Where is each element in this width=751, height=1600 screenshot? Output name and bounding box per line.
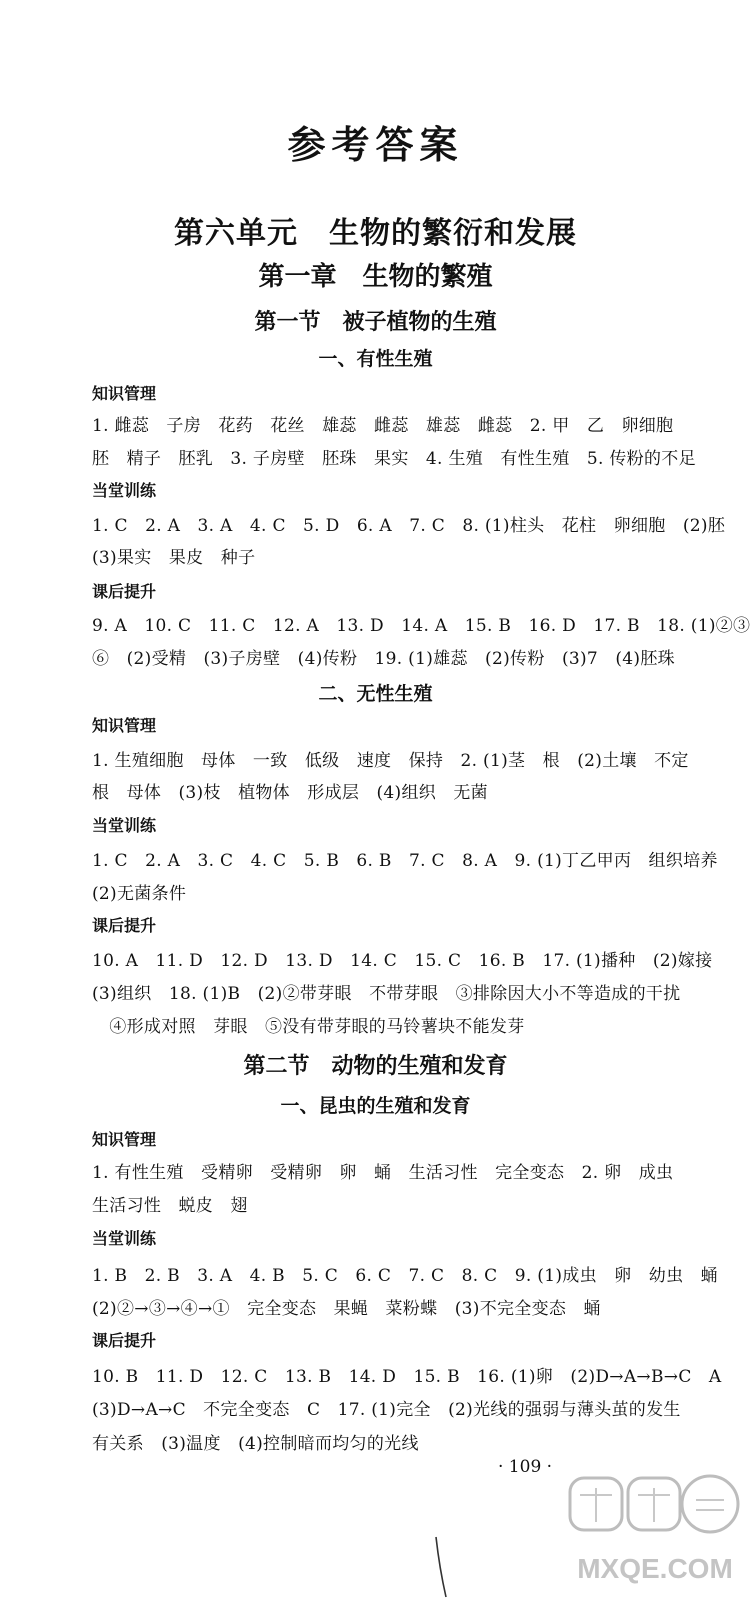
subsection-title: 一、昆虫的生殖和发育 [280, 1095, 471, 1117]
answer-line: 1. 有性生殖 受精卵 受精卵 卵 蛹 生活习性 完全变态 2. 卵 成虫 [92, 1163, 674, 1183]
answer-line: (2)②→③→④→① 完全变态 果蝇 菜粉蝶 (3)不完全变态 蛹 [92, 1299, 601, 1319]
answer-line: 1. B 2. B 3. A 4. B 5. C 6. C 7. C 8. C 9. (1)成虫 卵 幼虫 蛹 [92, 1266, 718, 1286]
answer-line: ⑥ (2)受精 (3)子房壁 (4)传粉 19. (1)雄蕊 (2)传粉 (3)7 (4)胚珠 [92, 649, 675, 669]
answer-line: (3)组织 18. (1)B (2)②带芽眼 不带芽眼 ③排除因大小不等造成的干扰 [92, 984, 681, 1004]
subsection-title: 一、有性生殖 [318, 348, 433, 370]
block-label: 当堂训练 [92, 1229, 157, 1248]
answer-line: ④形成对照 芽眼 ⑤没有带芽眼的马铃薯块不能发芽 [92, 1017, 525, 1037]
block-label: 当堂训练 [92, 481, 157, 500]
answer-line: 9. A 10. C 11. C 12. A 13. D 14. A 15. B 16. D 17. B 18. (1)②③ [92, 616, 751, 636]
answer-line: 胚 精子 胚乳 3. 子房壁 胚珠 果实 4. 生殖 有性生殖 5. 传粉的不足 [92, 449, 696, 469]
block-label: 知识管理 [92, 1130, 157, 1149]
answer-line: 1. 生殖细胞 母体 一致 低级 速度 保持 2. (1)茎 根 (2)土壤 不定 [92, 751, 689, 771]
answer-line: 生活习性 蜕皮 翅 [92, 1196, 248, 1216]
answer-line: 10. B 11. D 12. C 13. B 14. D 15. B 16. (1)卵 (2)D→A→B→C A [92, 1367, 722, 1387]
answer-line: 1. C 2. A 3. A 4. C 5. D 6. A 7. C 8. (1)柱头 花柱 卵细胞 (2)胚 [92, 516, 726, 536]
subsection-title: 二、无性生殖 [318, 683, 433, 705]
block-label: 当堂训练 [92, 816, 157, 835]
page-title: 参考答案 [287, 123, 464, 167]
answer-line: 1. C 2. A 3. C 4. C 5. B 6. B 7. C 8. A 9. (1)丁乙甲丙 组织培养 [92, 851, 718, 871]
pen-stroke-mark [432, 1535, 452, 1600]
block-label: 知识管理 [92, 716, 157, 735]
watermark-logo [560, 1460, 750, 1600]
watermark-url: MXQE.COM [577, 1553, 733, 1584]
chapter-title: 第一章 生物的繁殖 [258, 262, 493, 292]
answer-line: 10. A 11. D 12. D 13. D 14. C 15. C 16. B 17. (1)播种 (2)嫁接 [92, 951, 713, 971]
answer-line: (2)无菌条件 [92, 884, 187, 904]
page-number: · 109 · [498, 1457, 553, 1477]
answer-line: 有关系 (3)温度 (4)控制暗而均匀的光线 [92, 1434, 419, 1454]
answer-line: (3)D→A→C 不完全变态 C 17. (1)完全 (2)光线的强弱与薄头茧的发生 [92, 1400, 681, 1420]
block-label: 课后提升 [92, 582, 157, 601]
block-label: 课后提升 [92, 1331, 157, 1350]
block-label: 知识管理 [92, 384, 157, 403]
unit-title: 第六单元 生物的繁衍和发展 [174, 216, 577, 251]
answer-line: (3)果实 果皮 种子 [92, 548, 256, 568]
answer-line: 1. 雌蕊 子房 花药 花丝 雄蕊 雌蕊 雄蕊 雌蕊 2. 甲 乙 卵细胞 [92, 416, 674, 436]
block-label: 课后提升 [92, 916, 157, 935]
section-title: 第一节 被子植物的生殖 [254, 310, 497, 335]
answer-line: 根 母体 (3)枝 植物体 形成层 (4)组织 无菌 [92, 783, 488, 803]
section-title: 第二节 动物的生殖和发育 [243, 1054, 508, 1079]
